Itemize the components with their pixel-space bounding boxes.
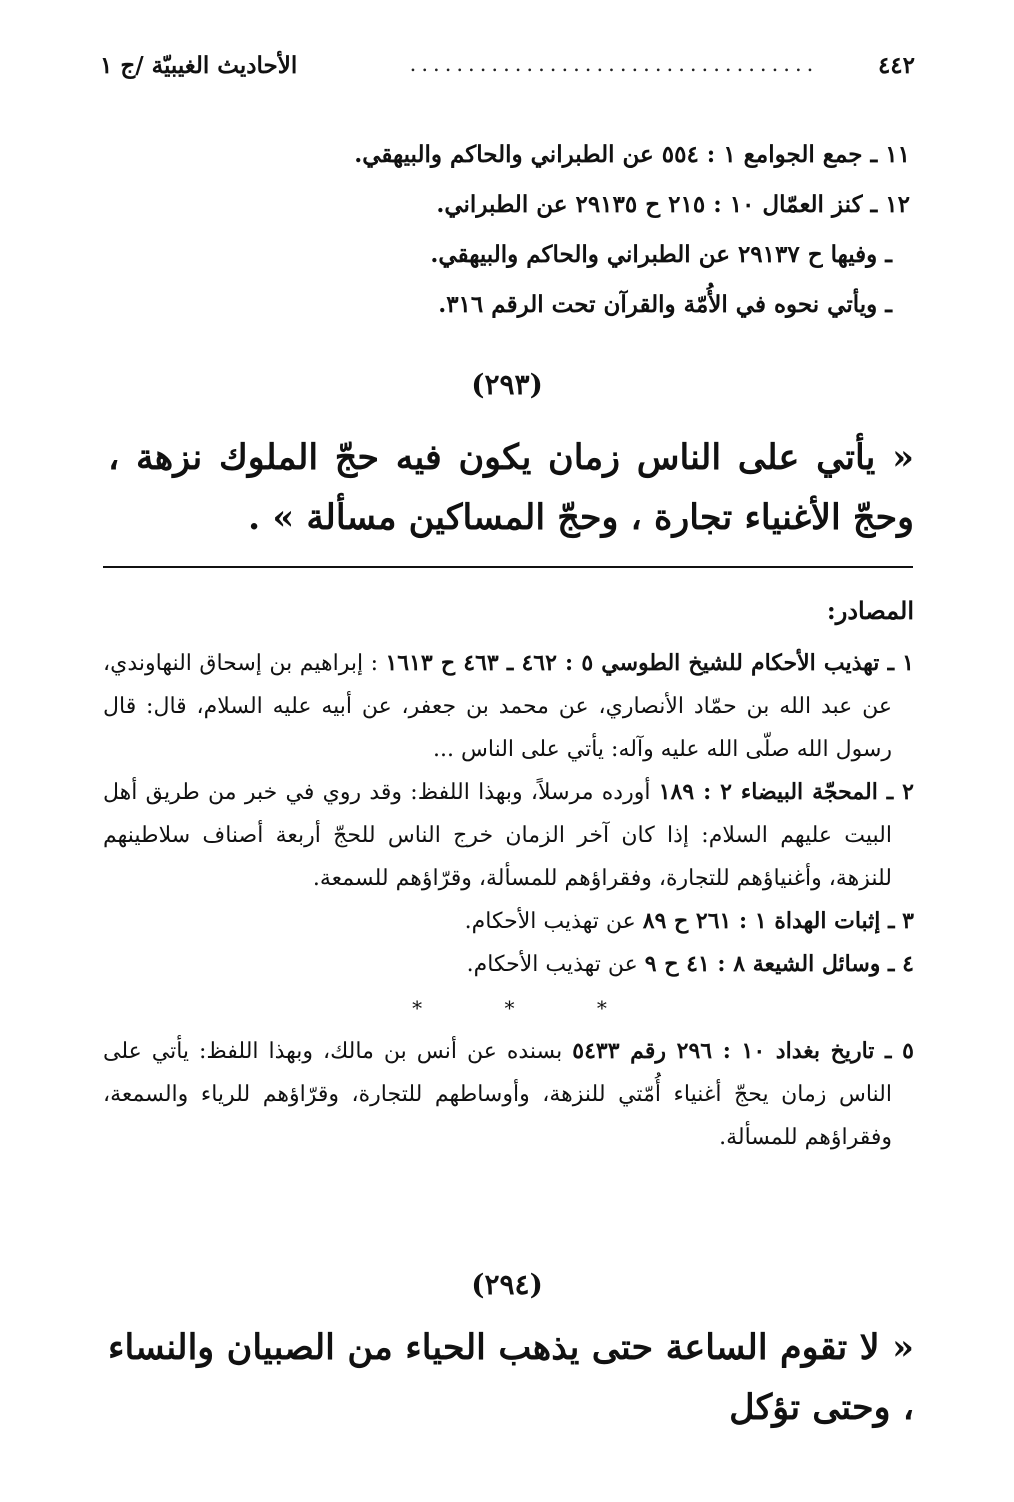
- source-text: عن تهذيب الأحكام.: [466, 952, 645, 977]
- source-text: بسنده عن أنس بن مالك، وبهذا اللفظ: يأتي على الناس زمان يحجّ أغنياء أُمّتي للنزهة، وأوساطهم للتجارة، وقرّاؤهم للرياء والسمعة، وفقراؤهم للمسألة.: [103, 1039, 892, 1150]
- source-title: ٤ ـ وسائل الشيعة ٨ : ٤١ ح ٩: [644, 951, 914, 977]
- source-title: ١ ـ تهذيب الأحكام للشيخ الطوسي ٥ : ٤٦٢ ـ ٤٦٣ ح ١٦١٣: [385, 650, 914, 676]
- hadith-text: « يأتي على الناس زمان يكون فيه حجّ الملوك نزهة ، وحجّ الأغنياء تجارة ، وحجّ المساكين مسألة » .: [108, 437, 914, 538]
- source-item: ١٢ ـ كنز العمّال ١٠ : ٢١٥ ح ٢٩١٣٥ عن الطبراني.: [436, 191, 910, 218]
- continued-sources-list: [100, 130, 910, 330]
- running-header: [100, 52, 915, 92]
- book-title: الأحاديث الغيبيّة /ج ١: [100, 52, 298, 79]
- asterism-separator: * * *: [412, 996, 645, 1020]
- sources-heading: المصادر:: [826, 596, 914, 625]
- source-title: ٣ ـ إثبات الهداة ١ : ٢٦١ ح ٨٩: [642, 908, 914, 934]
- hadith-number: (٢٩٣): [471, 368, 543, 401]
- hadith-number: (٢٩٤): [471, 1268, 543, 1301]
- header-dot-leader: ...................................: [409, 52, 819, 76]
- source-entry: [103, 943, 914, 986]
- source-subitem: ـ وفيها ح ٢٩١٣٧ عن الطبراني والحاكم والبيهقي.: [430, 241, 892, 268]
- source-entry: [103, 642, 914, 771]
- source-title: ٢ ـ المحجّة البيضاء ٢ : ١٨٩: [658, 779, 914, 805]
- sources-list: [103, 642, 914, 1159]
- source-entry: [103, 771, 914, 900]
- hadith-text: « لا تقوم الساعة حتى يذهب الحياء من الصبيان والنساء ، وحتى تؤكل: [108, 1327, 914, 1428]
- source-subitem: ـ ويأتي نحوه في الأُمّة والقرآن تحت الرقم ٣١٦.: [438, 291, 892, 318]
- source-entry: [103, 900, 914, 943]
- source-entry: [103, 1030, 914, 1159]
- source-title: ٥ ـ تاريخ بغداد ١٠ : ٢٩٦ رقم ٥٤٣٣: [572, 1038, 914, 1064]
- source-item: ١١ ـ جمع الجوامع ١ : ٥٥٤ عن الطبراني والحاكم والبيهقي.: [354, 141, 910, 168]
- section-divider: [103, 566, 913, 568]
- source-text: عن تهذيب الأحكام.: [464, 909, 643, 934]
- source-text: : إبراهيم بن إسحاق النهاوندي، عن عبد الله بن حمّاد الأنصاري، عن محمد بن جعفر، عن أبيه عليه السلام، قال: قال رسول الله صلّى الله عليه وآله: يأتي على الناس ...: [103, 651, 892, 762]
- page-number: ٤٤٢: [877, 52, 915, 79]
- source-text: أورده مرسلاً، وبهذا اللفظ: وقد روي في خبر من طريق أهل البيت عليهم السلام: إذا كان آخر الزمان خرج الناس للحجّ أربعة أصناف سلاطينهم للنزهة، وأغنياؤهم للتجارة، وفقراؤهم للمسألة، وقرّاؤهم للسمعة.: [103, 780, 892, 891]
